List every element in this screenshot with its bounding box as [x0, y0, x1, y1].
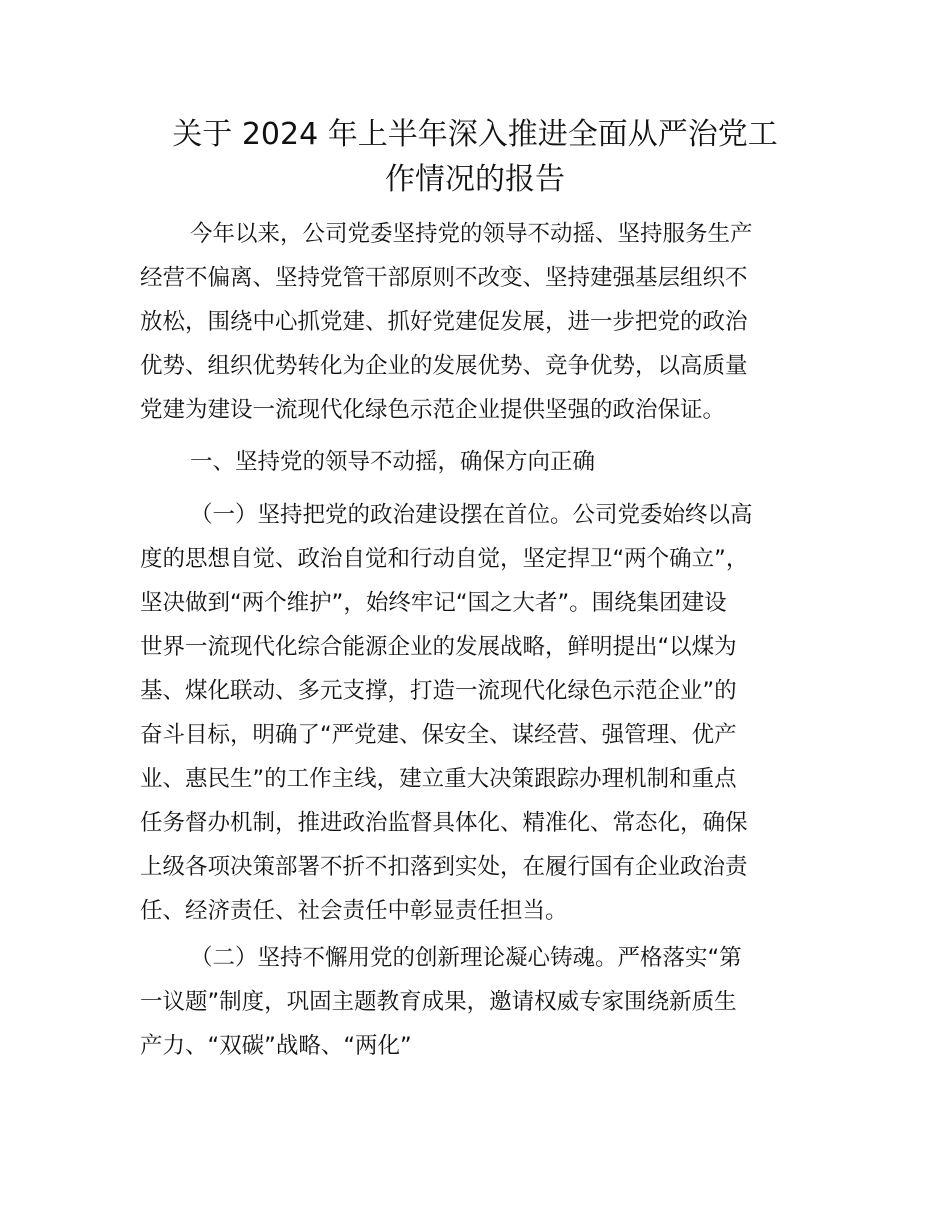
subsection-1-line-6: 奋斗目标，明确了“严党建、保安全、谋经营、强管理、优产	[140, 722, 737, 748]
section-heading-1: 一、坚持党的领导不动摇，确保方向正确	[190, 449, 596, 475]
intro-paragraph-line-1: 今年以来，公司党委坚持党的领导不动摇、坚持服务生产	[190, 221, 753, 247]
subsection-1-line-10: 任、经济责任、社会责任中彰显责任担当。	[140, 898, 568, 924]
subsection-1-line-8: 任务督办机制，推进政治监督具体化、精准化、常态化，确保	[140, 810, 748, 836]
intro-paragraph-line-4: 优势、组织优势转化为企业的发展优势、竞争优势，以高质量	[140, 353, 748, 379]
document-title-line-2: 作情况的报告	[385, 162, 565, 197]
subsection-2-line-3: 产力、“双碳”战略、“两化”	[140, 1033, 412, 1059]
subsection-1-line-4: 世界一流现代化综合能源企业的发展战略，鲜明提出“以煤为	[140, 634, 737, 660]
subsection-1-line-2: 度的思想自觉、政治自觉和行动自觉，坚定捍卫“两个确立”，	[140, 546, 749, 572]
subsection-2-line-1: （二）坚持不懈用党的创新理论凝心铸魂。严格落实“第	[190, 945, 742, 971]
intro-paragraph-line-2: 经营不偏离、坚持党管干部原则不改变、坚持建强基层组织不	[140, 265, 748, 291]
intro-paragraph-line-3: 放松，围绕中心抓党建、抓好党建促发展，进一步把党的政治	[140, 309, 748, 335]
subsection-2-line-2: 一议题”制度，巩固主题教育成果，邀请权威专家围绕新质生	[140, 989, 737, 1015]
subsection-1-line-5: 基、煤化联动、多元支撑，打造一流现代化绿色示范企业”的	[140, 678, 737, 704]
subsection-1-line-7: 业、惠民生”的工作主线，建立重大决策跟踪办理机制和重点	[140, 766, 737, 792]
subsection-1-line-9: 上级各项决策部署不折不扣落到实处，在履行国有企业政治责	[140, 854, 748, 880]
intro-paragraph-line-5: 党建为建设一流现代化绿色示范企业提供坚强的政治保证。	[140, 397, 726, 423]
subsection-1-line-3: 坚决做到“两个维护”，始终牢记“国之大者”。围绕集团建设	[140, 590, 727, 616]
subsection-1-line-1: （一）坚持把党的政治建设摆在首位。公司党委始终以高	[190, 502, 753, 528]
document-title-line-1: 关于 2024 年上半年深入推进全面从严治党工	[172, 117, 778, 152]
